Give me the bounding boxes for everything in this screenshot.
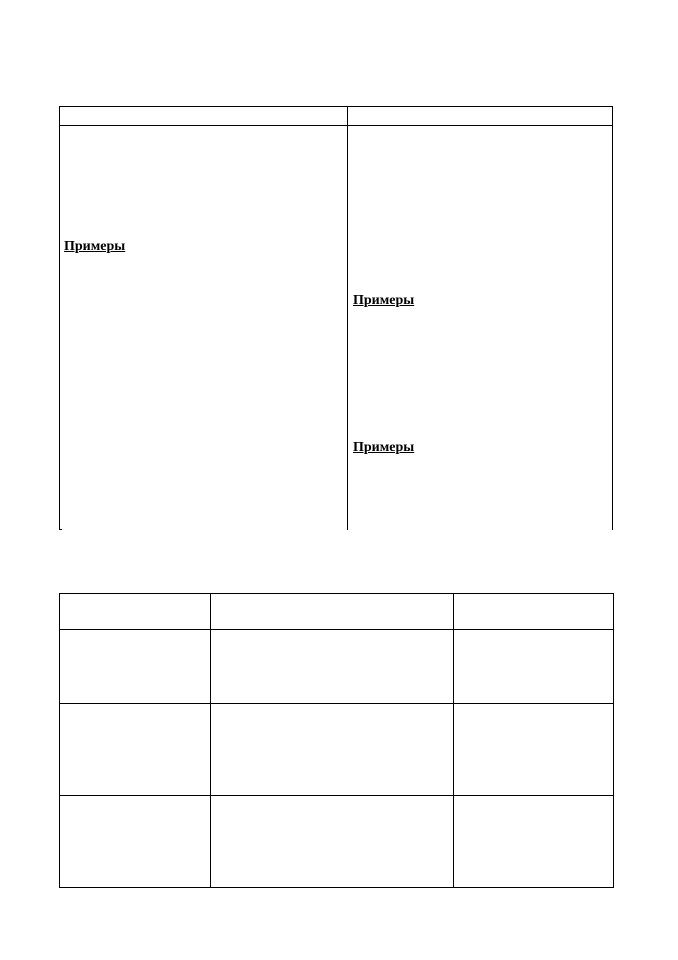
table-cell bbox=[211, 796, 454, 888]
examples-heading-right-1: Примеры bbox=[353, 293, 415, 308]
table-row bbox=[60, 704, 614, 796]
table-border-top bbox=[59, 106, 613, 107]
examples-table bbox=[59, 106, 613, 530]
table-cell bbox=[211, 704, 454, 796]
table-cell bbox=[60, 630, 211, 704]
table-cell bbox=[60, 704, 211, 796]
table-cell bbox=[211, 630, 454, 704]
table-cell bbox=[60, 594, 211, 630]
examples-heading-left: Примеры bbox=[64, 239, 126, 254]
table-cell bbox=[454, 630, 614, 704]
table-cell bbox=[454, 704, 614, 796]
table-border-left bbox=[59, 106, 60, 530]
table-border-bottom-tick bbox=[59, 529, 62, 530]
table-cell bbox=[454, 796, 614, 888]
table-cell bbox=[211, 594, 454, 630]
table-column-separator bbox=[347, 106, 348, 530]
table-cell bbox=[454, 594, 614, 630]
table-row bbox=[60, 630, 614, 704]
examples-heading-right-2: Примеры bbox=[353, 440, 415, 455]
table-row bbox=[60, 594, 614, 630]
table-row bbox=[60, 796, 614, 888]
table-border-right bbox=[612, 106, 613, 530]
table-header-separator bbox=[59, 125, 613, 126]
empty-grid-table bbox=[59, 593, 614, 888]
table-cell bbox=[60, 796, 211, 888]
